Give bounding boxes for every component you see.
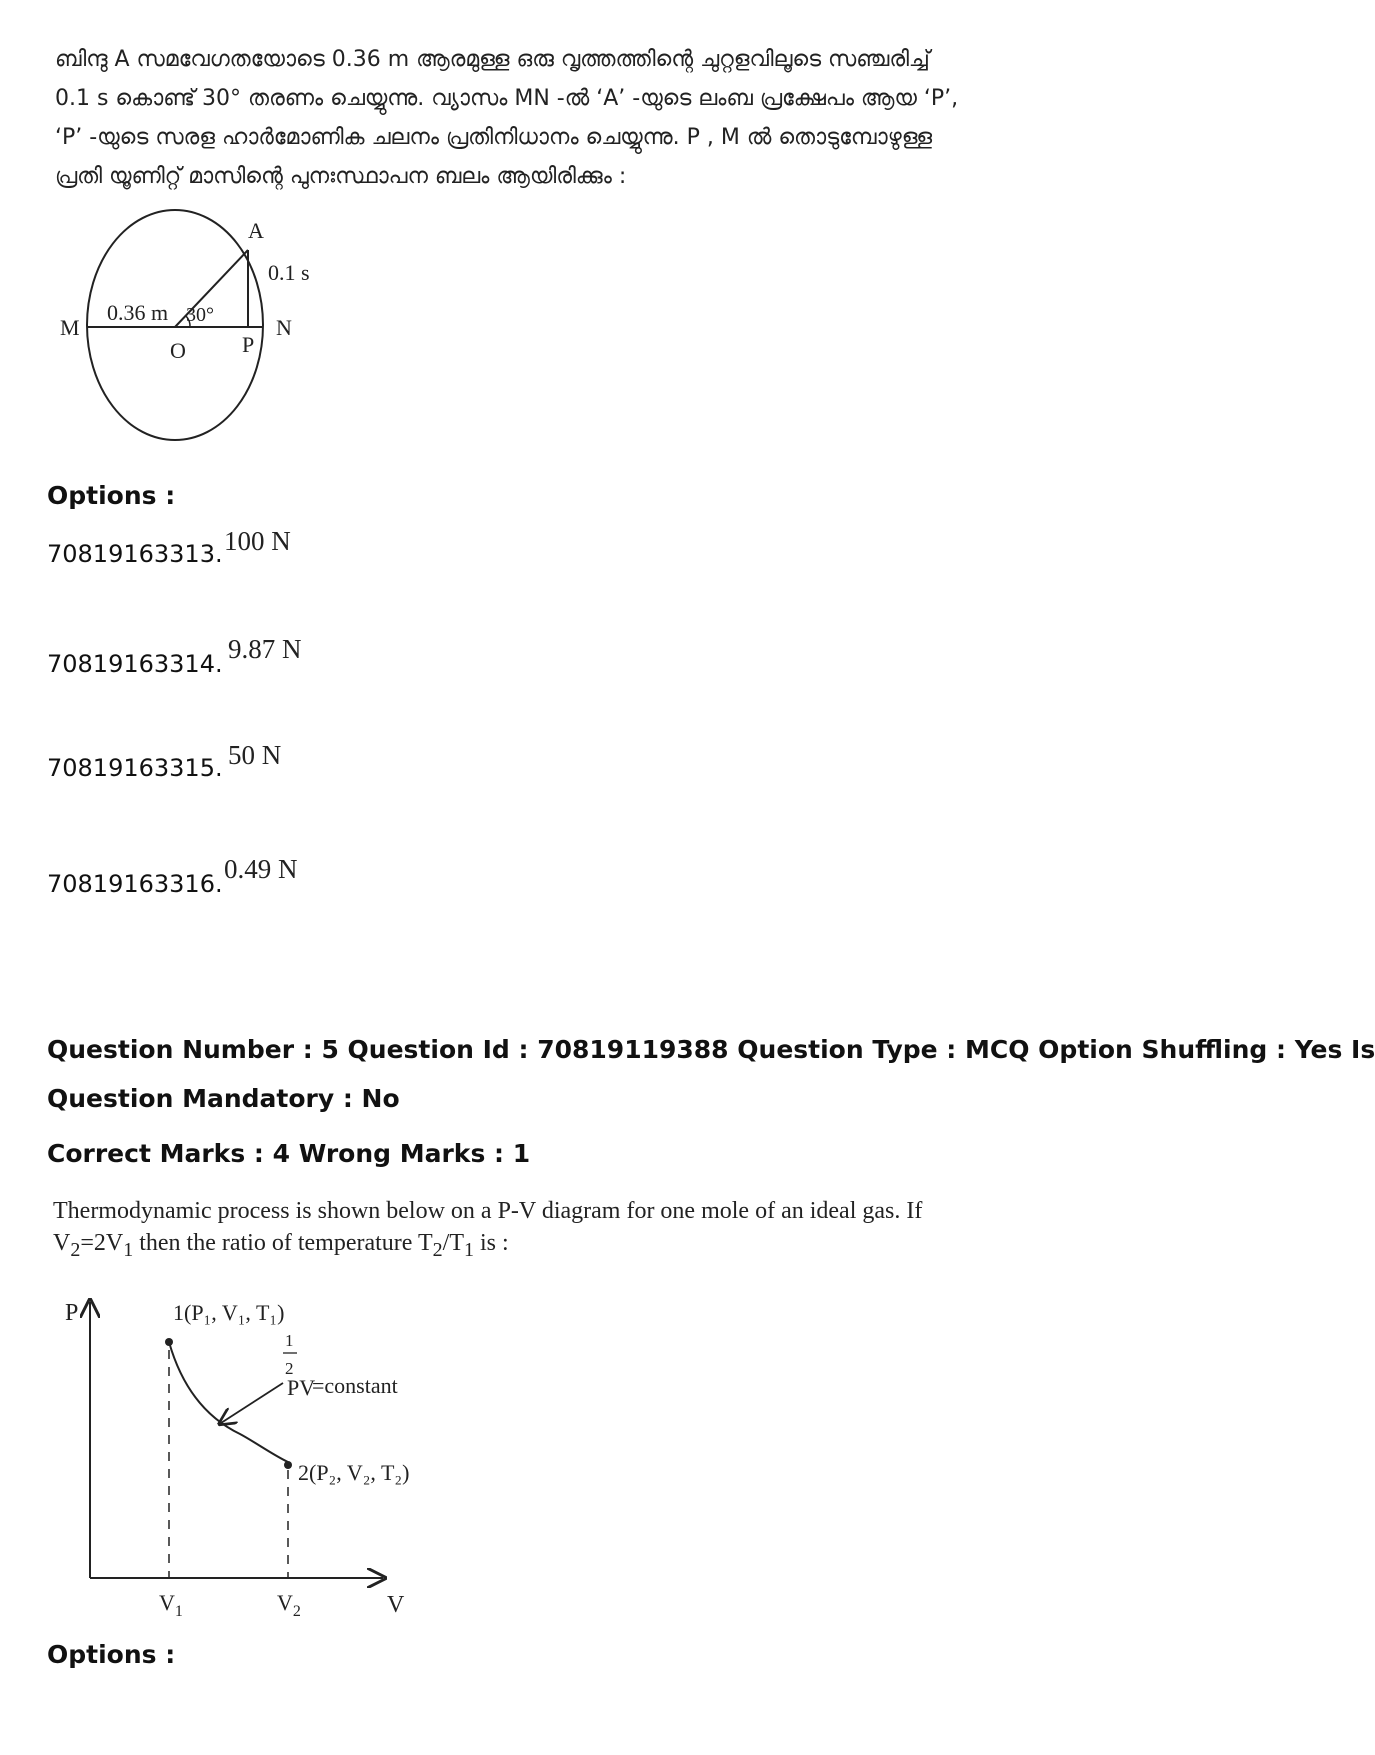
question-5-text — [53, 1195, 922, 1266]
question-5-line: Thermodynamic process is shown below on a P-V diagram for one mole of an ideal gas. If — [53, 1198, 923, 1224]
option-id: 70819163314. — [47, 650, 223, 678]
pv-diagram — [55, 1280, 455, 1620]
option-id: 70819163313. — [47, 540, 223, 568]
question-4-line: 0.1 s കൊണ്ട് 30° തരണം ചെയ്യുന്നു. വ്യാസം MN -ൽ ‘A’ -യുടെ ലംബ പ്രക്ഷേപം ആയ ‘P’, — [55, 86, 959, 111]
label-a: A — [248, 218, 264, 243]
tick-v1: $V_1$ — [159, 1590, 183, 1620]
option-id: 70819163316. — [47, 870, 223, 898]
label-o: O — [170, 338, 186, 363]
option-value[interactable]: 100 N — [224, 526, 291, 556]
question-mandatory: Question Mandatory : No — [47, 1084, 400, 1113]
option-id: 70819163315. — [47, 754, 223, 782]
question-4-line: ബിന്ദു A സമവേഗതയോടെ 0.36 m ആരമുള്ള ഒരു വൃത്തത്തിന്റെ ചുറ്റളവിലൂടെ സഞ്ചരിച്ച് — [55, 47, 930, 72]
curve-label-pv: PV — [287, 1375, 316, 1400]
point-2-label: 2(P₂, V₂, T₂) — [298, 1460, 410, 1485]
option-value[interactable]: 0.49 N — [224, 854, 298, 884]
option-value[interactable]: 9.87 N — [228, 634, 302, 664]
curve-equation: =constant — [312, 1373, 398, 1398]
axis-label-p: P — [65, 1300, 79, 1326]
options-heading: Options : — [47, 481, 176, 510]
point-2-marker — [284, 1461, 292, 1469]
tick-v2: $V_2$ — [277, 1590, 301, 1620]
curve-exponent-numerator: 1 — [285, 1331, 294, 1350]
process-curve — [169, 1342, 288, 1462]
question-4-line: പ്രതി യൂണിറ്റ് മാസിന്റെ പുനഃസ്ഥാപന ബലം ആയിരിക്കും : — [55, 164, 627, 189]
question-marks: Correct Marks : 4 Wrong Marks : 1 — [47, 1139, 531, 1168]
question-4-text — [55, 40, 959, 196]
option-value[interactable]: 50 N — [228, 740, 282, 770]
point-1-label: 1(P₁, V₁, T₁) — [173, 1300, 285, 1325]
axis-label-v: V — [387, 1592, 405, 1618]
label-angle: 30° — [186, 304, 214, 326]
curve-pointer-arrow — [221, 1383, 283, 1423]
options-heading: Options : — [47, 1640, 176, 1669]
circle-diagram — [50, 200, 350, 465]
label-n: N — [276, 315, 292, 340]
question-header: Question Number : 5 Question Id : 70819119388 Question Type : MCQ Option Shuffling : Yes Is — [47, 1035, 1375, 1064]
question-4-line: ‘P’ -യുടെ സരള ഹാർമോണിക ചലനം പ്രതിനിധാനം ചെയ്യുന്നു. P , M ൽ തൊടുമ്പോഴുള്ള — [55, 125, 933, 150]
label-time: 0.1 s — [268, 260, 310, 285]
point-1-marker — [165, 1338, 173, 1346]
curve-exponent-denominator: 2 — [285, 1359, 294, 1378]
label-p: P — [242, 332, 255, 357]
label-m: M — [60, 315, 80, 340]
question-5-line: $V_2=2V_1$ then the ratio of temperature $T_2/T_1$ is : — [53, 1230, 509, 1261]
circle-outline — [87, 210, 263, 440]
label-radius: 0.36 m — [107, 300, 169, 325]
